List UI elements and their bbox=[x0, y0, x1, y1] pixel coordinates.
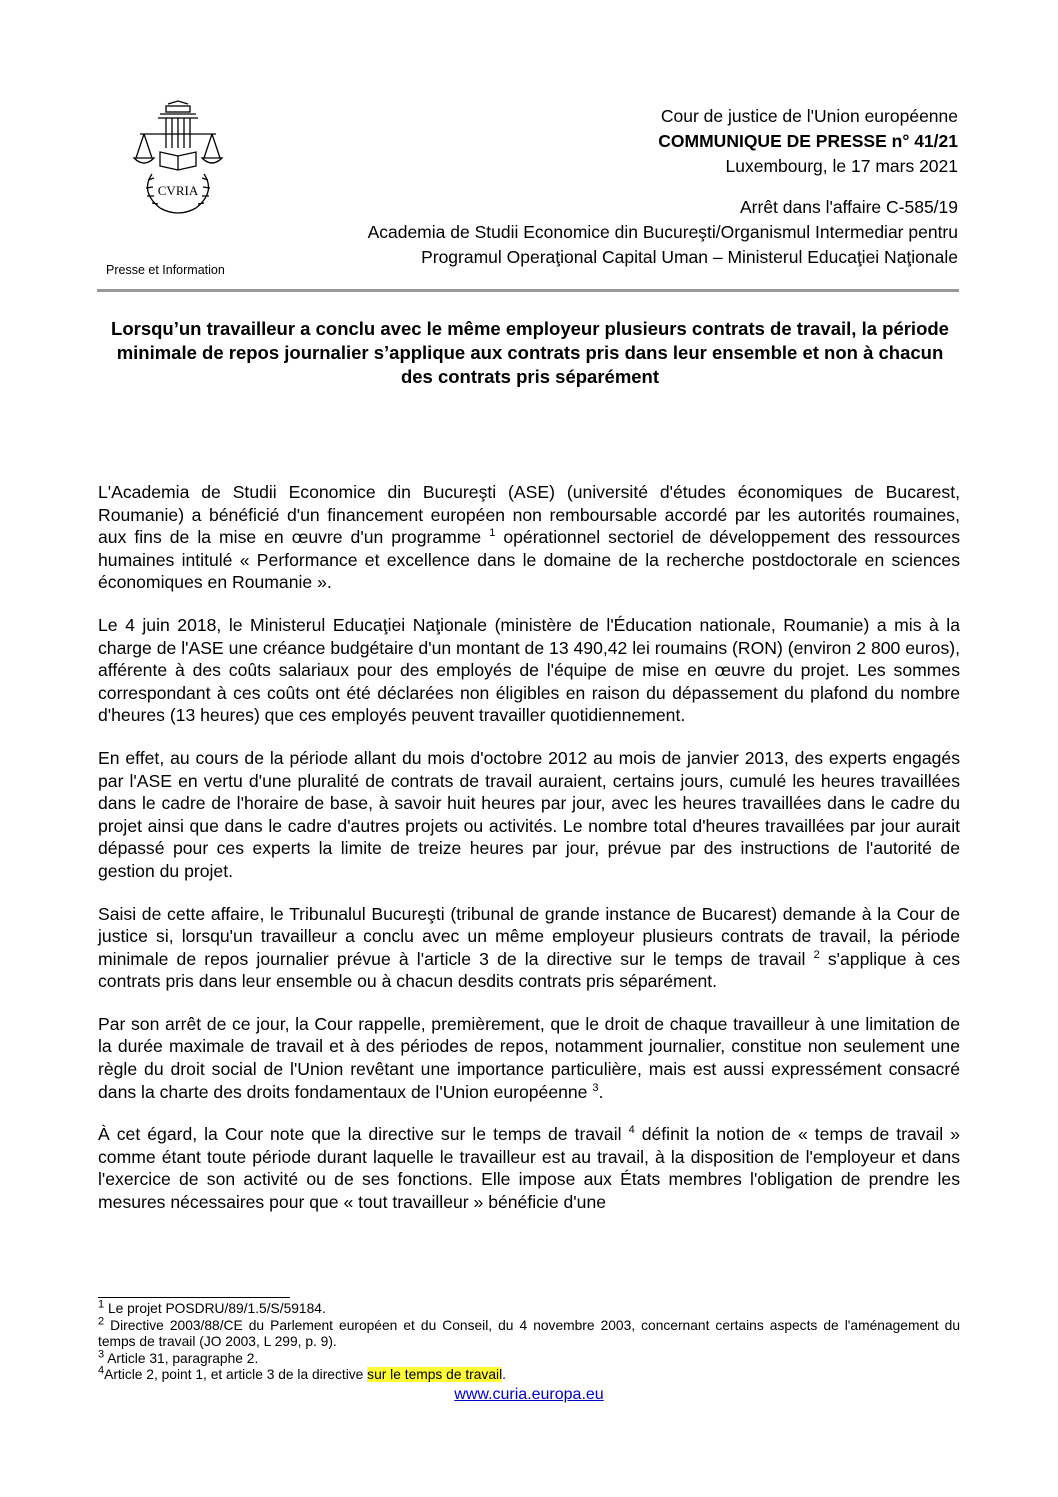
header-divider bbox=[97, 289, 959, 292]
paragraph-4: Saisi de cette affaire, le Tribunalul Bucureşti (tribunal de grande instance de Bucarest) demande à la Cour de justice si, lorsqu'un travailleur a conclu avec un même employeur plusieurs contrats de travail, la période minimale de repos journalier prévue à l'article 3 de la directive sur le temps de travail $^2$ s'applique à ces contrats pris dans leur ensemble ou à chacun desdits contrats pris séparément. bbox=[98, 903, 961, 992]
footnote-divider bbox=[98, 1297, 290, 1298]
footnote-2: $^2$ Directive 2003/88/CE du Parlement européen et du Conseil, du 4 novembre 2003, concernant certains aspects de l'aménagement du temps de travail (JO 2003, L 299, p. 9). bbox=[98, 1315, 960, 1350]
footnote-1: $^1$ Le projet POSDRU/89/1.5/S/59184. bbox=[98, 1298, 326, 1316]
parties-line-2: Programul Operaţional Capital Uman – Ministerul Educaţiei Naţionale bbox=[421, 247, 958, 267]
paragraph-6: À cet égard, la Cour note que la directive sur le temps de travail $^4$ définit la notion de « temps de travail » comme étant toute période durant laquelle le travailleur est au travail, à la disposition de l'employeur et dans l'exercice de son activité ou de ses fonctions. Elle impose aux États membres l'obligation de prendre les mesures nécessaires pour que « tout travailleur » bénéficie d'une bbox=[98, 1124, 961, 1213]
presse-information-label: Presse et Information bbox=[106, 263, 225, 277]
footnote-3: $^3$ Article 31, paragraphe 2. bbox=[98, 1348, 259, 1366]
court-name: Cour de justice de l'Union européenne bbox=[660, 106, 958, 126]
paragraph-3: En effet, au cours de la période allant du mois d'octobre 2012 au mois de janvier 2013, des experts engagés par l'ASE en vertu d'une pluralité de contrats de travail auraient, certains jours, cumulé les heures travaillées dans le cadre de l'horaire de base, à savoir huit heures par jour, avec les heures travaillées dans le cadre du projet ainsi que dans le cadre d'autres projets ou activités. Le nombre total d'heures travaillées par jour aurait dépassé pour ces experts la limite de treize heures par jour, prévue par des instructions de l'autorité de gestion du projet. bbox=[98, 747, 960, 881]
body-text bbox=[98, 481, 960, 1234]
case-reference: Arrêt dans l'affaire C-585/19 bbox=[740, 197, 958, 217]
headline: Lorsqu’un travailleur a conclu avec le même employeur plusieurs contrats de travail, la période minimale de repos journalier s’applique aux contrats pris dans leur ensemble et non à chacun des contrats pris séparément bbox=[111, 318, 949, 387]
highlighted-text: sur le temps de travail bbox=[367, 1367, 503, 1383]
header-spacer bbox=[368, 179, 958, 195]
footnote-ref-1: 1 bbox=[489, 527, 496, 540]
curia-website-link[interactable]: www.curia.europa.eu bbox=[454, 1386, 604, 1403]
footnote-4: $^4$Article 2, point 1, et article 3 de la directive sur le temps de travail. bbox=[98, 1364, 506, 1383]
paragraph-1: L'Academia de Studii Economice din Bucureşti (ASE) (université d'études économiques de Bucarest, Roumanie) a bénéficié d'un financement européen non remboursable accordé par les autorités roumaines, aux fins de la mise en œuvre d'un programme $^1$ opérationnel sectoriel de développement des ressources humaines intitulé « Performance et excellence dans le domaine de la recherche postdoctorale en sciences économiques en Roumanie ». bbox=[98, 482, 960, 593]
paragraph-5: Par son arrêt de ce jour, la Cour rappelle, premièrement, que le droit de chaque travailleur à une limitation de la durée maximale de travail et à des périodes de repos, notamment journalier, constitue non seulement une règle du droit social de l'Union revêtant une importance particulière, mais est aussi expressément consacré dans la charte des droits fondamentaux de l'Union européenne $^3$. bbox=[98, 1013, 960, 1102]
paragraph-2: Le 4 juin 2018, le Ministerul Educaţiei Naţionale (ministère de l'Éducation nationale, Roumanie) a mis à la charge de l'ASE une créance budgétaire d'un montant de 13 490,42 lei roumains (RON) (environ 2 800 euros), afférente à des coûts salariaux pour des employés de l'équipe de mise en œuvre du projet. Les sommes correspondant à ces coûts ont été déclarées non éligibles en raison du dépassement du plafond du nombre d'heures (13 heures) que ces employés peuvent travailler quotidiennement. bbox=[98, 614, 960, 726]
parties-line-1: Academia de Studii Economice din Bucureşti/Organismul Intermediar pentru bbox=[367, 222, 958, 242]
footnote-ref-3: 3 bbox=[592, 1081, 599, 1094]
footer bbox=[0, 1386, 1058, 1404]
footnotes bbox=[98, 1298, 960, 1384]
curia-logo bbox=[130, 100, 226, 222]
place-date: Luxembourg, le 17 mars 2021 bbox=[725, 156, 958, 176]
footnote-ref-4: 4 bbox=[628, 1124, 635, 1137]
svg-text:CVRIA: CVRIA bbox=[157, 183, 199, 198]
footnote-ref-2: 2 bbox=[813, 948, 820, 961]
document-header bbox=[368, 104, 958, 270]
press-release-number: COMMUNIQUE DE PRESSE n° 41/21 bbox=[658, 131, 958, 151]
